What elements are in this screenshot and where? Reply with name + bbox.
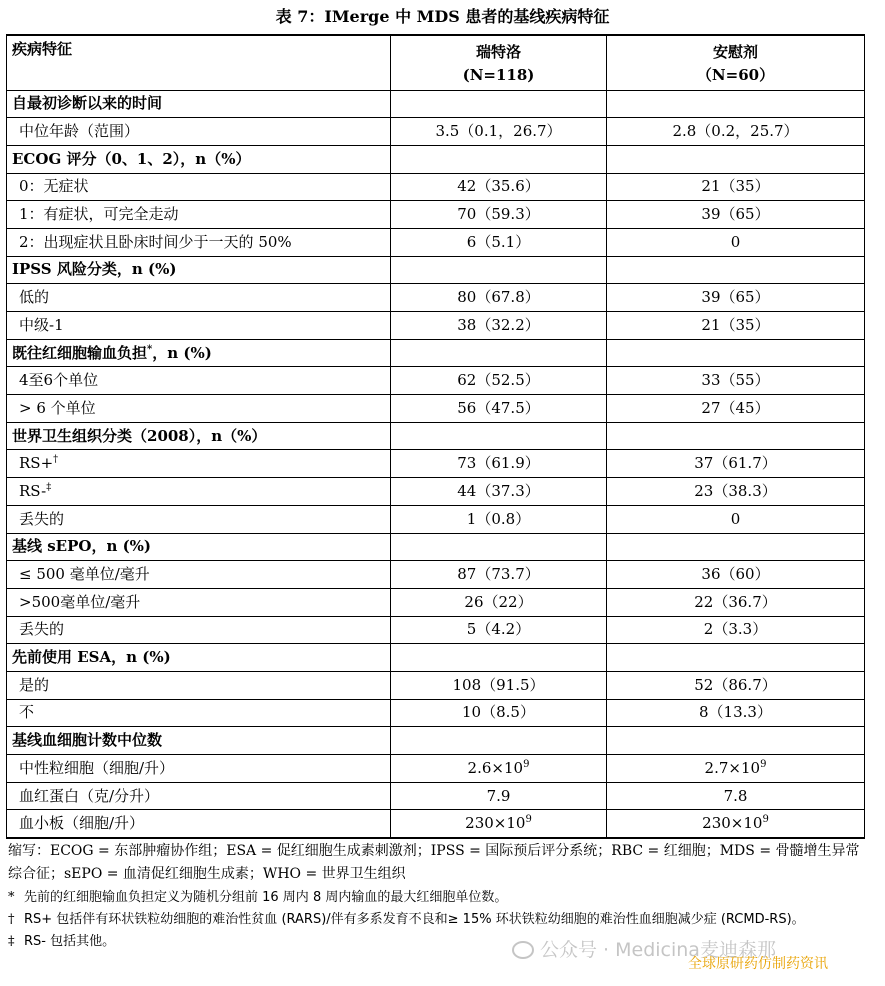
value-text: 26（22） xyxy=(464,592,533,611)
label-text: 中性粒细胞（细胞/升） xyxy=(19,758,175,777)
section-label xyxy=(7,644,391,672)
treatment-value xyxy=(391,339,607,367)
row-label xyxy=(7,810,391,838)
label-tail: ，n (%) xyxy=(152,343,212,362)
label-text: 是的 xyxy=(19,675,50,694)
section-row xyxy=(7,422,865,450)
value-text: 7.9 xyxy=(486,786,511,805)
treatment-value xyxy=(391,755,607,783)
placebo-value xyxy=(607,284,865,312)
row-label xyxy=(7,616,391,644)
placebo-value xyxy=(607,395,865,423)
label-text: 世界卫生组织分类（2008），n（%） xyxy=(12,426,267,445)
treatment-value xyxy=(391,450,607,478)
value-text: 2.6×10 xyxy=(467,758,524,777)
treatment-value xyxy=(391,533,607,561)
watermark-text: 公众号 · Medicina麦迪森那 xyxy=(540,939,776,961)
footnote-text: 先前的红细胞输血负担定义为随机分组前 16 周内 8 周内输血的最大红细胞单位数。 xyxy=(24,890,508,905)
placebo-value xyxy=(607,145,865,173)
footnote xyxy=(8,888,868,907)
value-text: 70（59.3） xyxy=(457,205,540,224)
section-row xyxy=(7,533,865,561)
footnote-mark: ‡ xyxy=(8,934,15,949)
treatment-value xyxy=(391,256,607,284)
value-text: 44（37.3） xyxy=(457,481,540,500)
placebo-value xyxy=(607,422,865,450)
label-text: > 6 个单位 xyxy=(19,398,96,417)
table-row xyxy=(7,755,865,783)
wechat-icon xyxy=(512,941,534,959)
treatment-value xyxy=(391,699,607,727)
table-row xyxy=(7,699,865,727)
label-text: 基线 sEPO，n (%) xyxy=(12,537,152,556)
watermark-caption: 全球原研药仿制药资讯 xyxy=(688,956,828,972)
table-row xyxy=(7,505,865,533)
label-text: 既往红细胞输血负担 xyxy=(12,343,148,362)
row-label xyxy=(7,478,391,506)
treatment-value xyxy=(391,505,607,533)
table-row xyxy=(7,395,865,423)
value-text: 0 xyxy=(730,232,741,251)
table-row xyxy=(7,588,865,616)
label-text: RS+ xyxy=(19,454,54,473)
value-text: 22（36.7） xyxy=(694,592,777,611)
value-text: 62（52.5） xyxy=(457,371,540,390)
exponent: 9 xyxy=(760,758,767,770)
treatment-value xyxy=(391,228,607,256)
treatment-value xyxy=(391,173,607,201)
section-label xyxy=(7,339,391,367)
treatment-value xyxy=(391,90,607,118)
footnote-marker: † xyxy=(53,454,59,466)
row-label xyxy=(7,782,391,810)
placebo-value xyxy=(607,671,865,699)
label-text: 0：无症状 xyxy=(19,177,89,196)
abbreviations-note: 缩写：ECOG = 东部肿瘤协作组；ESA = 促红细胞生成素刺激剂；IPSS = 国际预后评分系统；RBC = 红细胞；MDS = 骨髓增生异常综合征；sEPO = 血清促红细胞生成素；WHO = 世界卫生组织 xyxy=(8,843,860,882)
label-text: 丢失的 xyxy=(19,620,65,639)
placebo-value xyxy=(607,118,865,146)
table-row xyxy=(7,810,865,838)
label-text: 血红蛋白（克/分升） xyxy=(19,786,160,805)
section-row xyxy=(7,339,865,367)
placebo-value xyxy=(607,505,865,533)
value-text: 37（61.7） xyxy=(694,454,777,473)
label-text: 低的 xyxy=(19,288,50,307)
row-label xyxy=(7,367,391,395)
header-characteristic: 疾病特征 xyxy=(7,35,391,90)
row-label xyxy=(7,755,391,783)
table-row xyxy=(7,367,865,395)
value-text: 36（60） xyxy=(701,565,770,584)
value-text: 23（38.3） xyxy=(694,481,777,500)
value-text: 39（65） xyxy=(701,205,770,224)
placebo-value xyxy=(607,201,865,229)
table-row xyxy=(7,173,865,201)
table-row xyxy=(7,201,865,229)
value-text: 73（61.9） xyxy=(457,454,540,473)
label-text: >500毫单位/毫升 xyxy=(19,592,141,611)
header-placebo-label: 安慰剂 xyxy=(712,43,758,61)
footnote-text: RS- 包括其他。 xyxy=(24,934,116,949)
value-text: 5（4.2） xyxy=(466,620,531,639)
value-text: 2（3.3） xyxy=(703,620,768,639)
table-row xyxy=(7,284,865,312)
placebo-value xyxy=(607,810,865,838)
table-row xyxy=(7,118,865,146)
placebo-value xyxy=(607,90,865,118)
value-text: 108（91.5） xyxy=(452,675,545,694)
header-placebo-n: （N=60） xyxy=(696,66,775,84)
value-text: 27（45） xyxy=(701,398,770,417)
footnote-mark: † xyxy=(8,912,15,927)
value-text: 6（5.1） xyxy=(466,232,531,251)
value-text: 0 xyxy=(730,509,741,528)
label-text: IPSS 风险分类，n (%) xyxy=(12,260,177,279)
table-row xyxy=(7,782,865,810)
treatment-value xyxy=(391,810,607,838)
treatment-value xyxy=(391,312,607,340)
row-label xyxy=(7,201,391,229)
treatment-value xyxy=(391,145,607,173)
placebo-value xyxy=(607,588,865,616)
label-text: 先前使用 ESA，n (%) xyxy=(12,648,171,667)
value-text: 21（35） xyxy=(701,177,770,196)
label-text: 中位年龄（范围） xyxy=(19,122,140,141)
treatment-value xyxy=(391,367,607,395)
row-label xyxy=(7,228,391,256)
table-row xyxy=(7,450,865,478)
exponent: 9 xyxy=(525,813,532,825)
label-text: 自最初诊断以来的时间 xyxy=(12,94,163,113)
label-text: 血小板（细胞/升） xyxy=(19,813,145,832)
treatment-value xyxy=(391,395,607,423)
label-text: 4至6个单位 xyxy=(19,371,99,390)
value-text: 42（35.6） xyxy=(457,177,540,196)
label-text: 丢失的 xyxy=(19,509,65,528)
placebo-value xyxy=(607,256,865,284)
exponent: 9 xyxy=(523,758,530,770)
section-label xyxy=(7,533,391,561)
placebo-value xyxy=(607,782,865,810)
treatment-value xyxy=(391,561,607,589)
value-text: 52（86.7） xyxy=(694,675,777,694)
label-text: 不 xyxy=(19,703,35,722)
placebo-value xyxy=(607,450,865,478)
label-text: 1：有症状，可完全走动 xyxy=(19,205,179,224)
section-label xyxy=(7,727,391,755)
row-label xyxy=(7,312,391,340)
value-text: 56（47.5） xyxy=(457,398,540,417)
treatment-value xyxy=(391,422,607,450)
row-label xyxy=(7,588,391,616)
placebo-value xyxy=(607,367,865,395)
footnote-marker: ‡ xyxy=(46,481,52,493)
value-text: 230×10 xyxy=(702,813,763,832)
baseline-characteristics-table xyxy=(6,34,865,839)
treatment-value xyxy=(391,671,607,699)
label-text: ≤ 500 毫单位/毫升 xyxy=(19,565,150,584)
value-text: 38（32.2） xyxy=(457,315,540,334)
placebo-value xyxy=(607,727,865,755)
section-row xyxy=(7,727,865,755)
value-text: 33（55） xyxy=(701,371,770,390)
placebo-value xyxy=(607,561,865,589)
label-text: ECOG 评分（0、1、2），n（%） xyxy=(12,149,251,168)
section-label xyxy=(7,422,391,450)
value-text: 2.7×10 xyxy=(704,758,761,777)
value-text: 80（67.8） xyxy=(457,288,540,307)
label-text: 基线血细胞计数中位数 xyxy=(12,731,163,750)
section-label xyxy=(7,90,391,118)
row-label xyxy=(7,118,391,146)
exponent: 9 xyxy=(762,813,769,825)
header-treatment xyxy=(391,35,607,90)
table-row xyxy=(7,228,865,256)
placebo-value xyxy=(607,755,865,783)
placebo-value xyxy=(607,312,865,340)
treatment-value xyxy=(391,782,607,810)
row-label xyxy=(7,395,391,423)
section-label xyxy=(7,145,391,173)
table-row xyxy=(7,312,865,340)
value-text: 10（8.5） xyxy=(462,703,535,722)
value-text: 87（73.7） xyxy=(457,565,540,584)
placebo-value xyxy=(607,339,865,367)
row-label xyxy=(7,699,391,727)
placebo-value xyxy=(607,173,865,201)
treatment-value xyxy=(391,588,607,616)
header-treatment-n: (N=118) xyxy=(462,66,535,84)
table-row xyxy=(7,561,865,589)
table-row xyxy=(7,671,865,699)
table-body xyxy=(7,90,865,838)
row-label xyxy=(7,671,391,699)
treatment-value xyxy=(391,201,607,229)
treatment-value xyxy=(391,284,607,312)
value-text: 230×10 xyxy=(465,813,526,832)
value-text: 21（35） xyxy=(701,315,770,334)
treatment-value xyxy=(391,118,607,146)
footnote xyxy=(8,910,868,929)
placebo-value xyxy=(607,699,865,727)
value-text: 3.5（0.1，26.7） xyxy=(435,122,562,141)
label-text: RS- xyxy=(19,481,47,500)
footnote-text: RS+ 包括伴有环状铁粒幼细胞的难治性贫血 (RARS)/伴有多系发育不良和≥ 15% 环状铁粒幼细胞的难治性血细胞减少症 (RCMD-RS)。 xyxy=(24,912,805,927)
placebo-value xyxy=(607,616,865,644)
treatment-value xyxy=(391,616,607,644)
table-row xyxy=(7,478,865,506)
value-text: 2.8（0.2，25.7） xyxy=(672,122,799,141)
row-label xyxy=(7,173,391,201)
row-label xyxy=(7,561,391,589)
label-text: 2：出现症状且卧床时间少于一天的 50% xyxy=(19,232,292,251)
section-row xyxy=(7,90,865,118)
section-row xyxy=(7,256,865,284)
row-label xyxy=(7,505,391,533)
footnote-marker: * xyxy=(147,343,153,355)
table-title: 表 7：IMerge 中 MDS 患者的基线疾病特征 xyxy=(275,7,610,26)
section-row xyxy=(7,145,865,173)
treatment-value xyxy=(391,727,607,755)
label-text: 中级-1 xyxy=(19,315,64,334)
table-header-row xyxy=(7,35,865,90)
value-text: 8（13.3） xyxy=(699,703,772,722)
table-row xyxy=(7,616,865,644)
section-label xyxy=(7,256,391,284)
placebo-value xyxy=(607,228,865,256)
header-treatment-label: 瑞特洛 xyxy=(475,43,521,61)
row-label xyxy=(7,284,391,312)
header-placebo xyxy=(607,35,865,90)
treatment-value xyxy=(391,478,607,506)
row-label xyxy=(7,450,391,478)
value-text: 1（0.8） xyxy=(466,509,531,528)
section-row xyxy=(7,644,865,672)
value-text: 39（65） xyxy=(701,288,770,307)
placebo-value xyxy=(607,644,865,672)
value-text: 7.8 xyxy=(723,786,748,805)
treatment-value xyxy=(391,644,607,672)
placebo-value xyxy=(607,533,865,561)
footnote-mark: * xyxy=(8,890,15,905)
placebo-value xyxy=(607,478,865,506)
